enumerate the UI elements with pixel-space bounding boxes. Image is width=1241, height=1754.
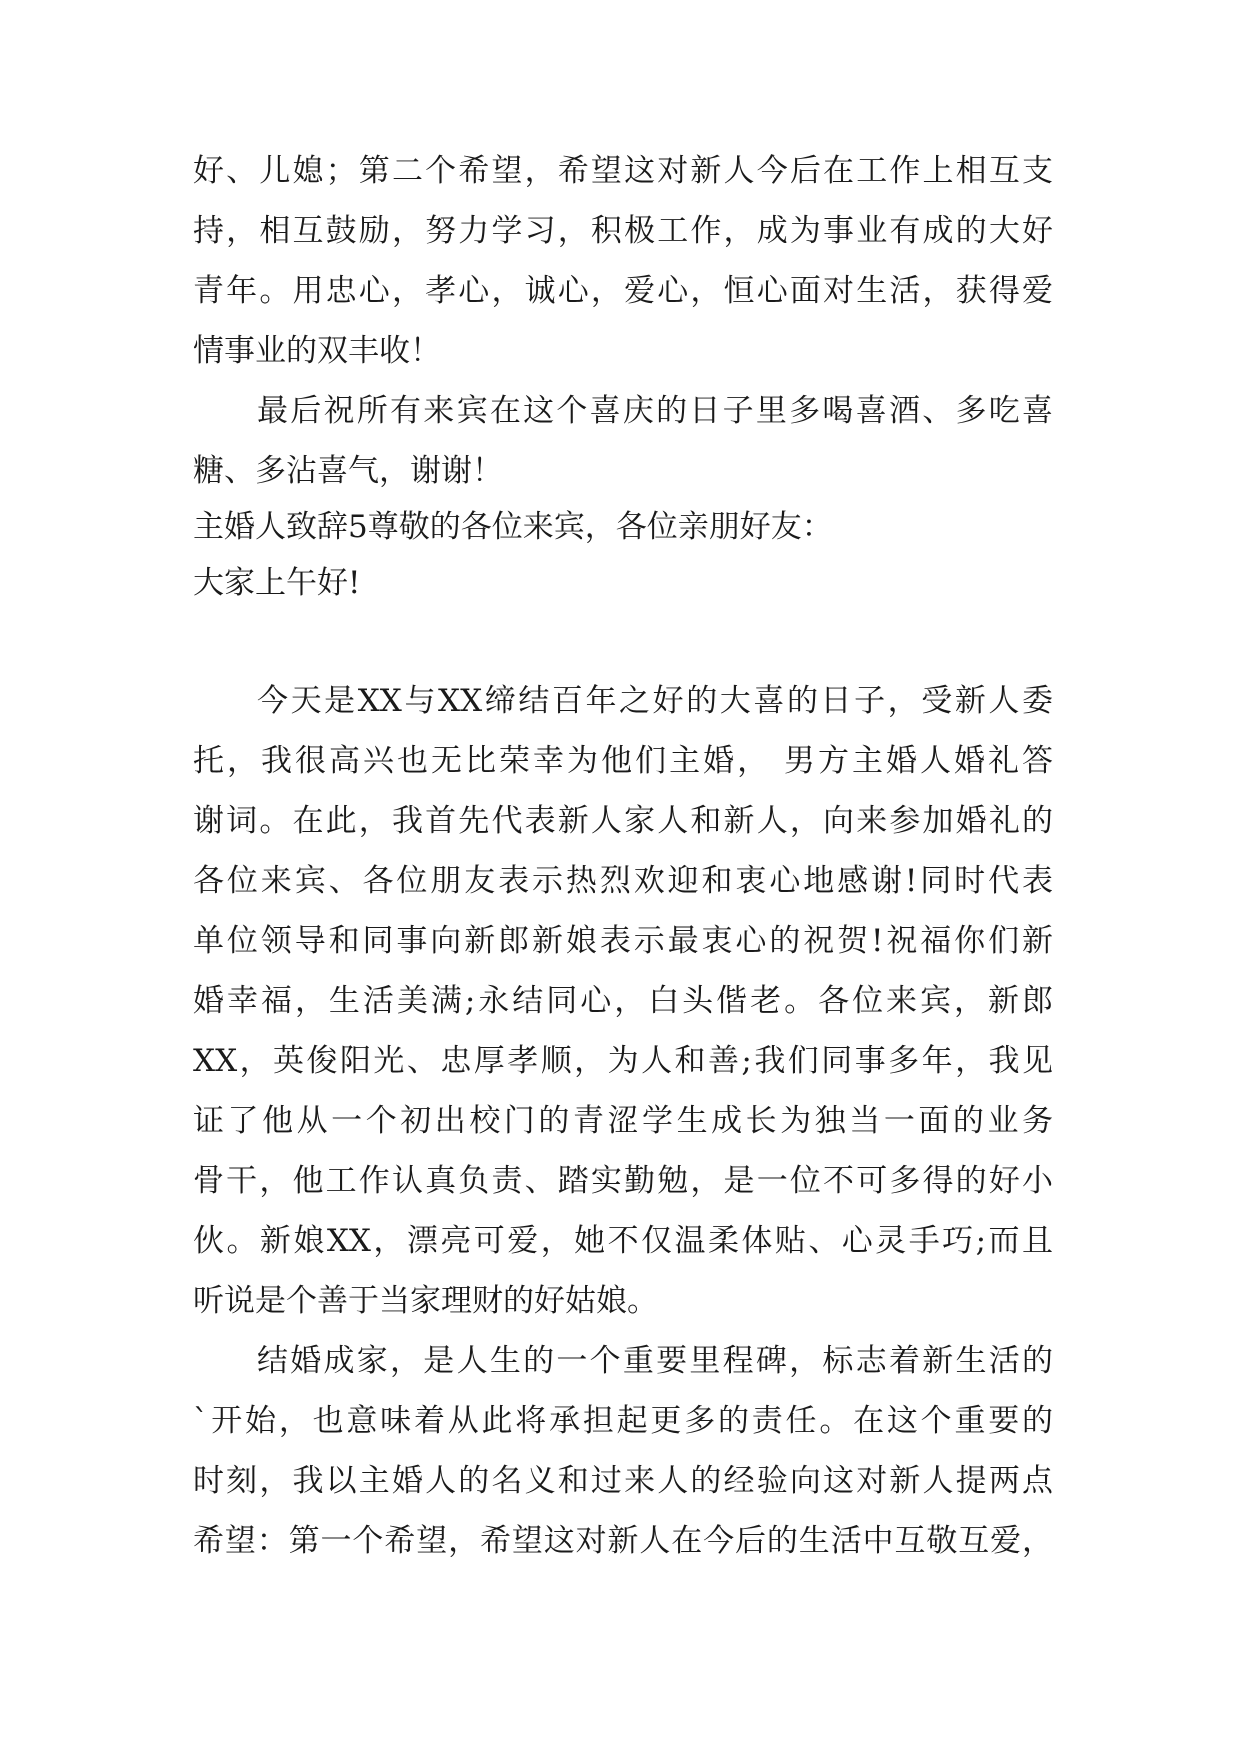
text-line: 骨干，他工作认真负责、踏实勤勉，是一位不可多得的好小 (193, 1163, 1053, 1199)
text-line: 情事业的双丰收！ (193, 333, 441, 369)
text-line: 糖、多沾喜气，谢谢！ (193, 453, 503, 489)
greeting-line: 大家上午好! (193, 565, 361, 601)
text-line: 青年。用忠心，孝心，诚心，爱心，恒心面对生活，获得爱 (193, 273, 1053, 309)
text-line: 最后祝所有来宾在这个喜庆的日子里多喝喜酒、多吃喜 (257, 393, 1053, 429)
text-line: 持，相互鼓励，努力学习，积极工作，成为事业有成的大好 (193, 213, 1053, 249)
text-line: `开始，也意味着从此将承担起更多的责任。在这个重要的 (193, 1403, 1053, 1439)
text-line: XX，英俊阳光、忠厚孝顺，为人和善;我们同事多年，我见 (193, 1043, 1053, 1079)
heading-line: 主婚人致辞5尊敬的各位来宾，各位亲朋好友： (193, 509, 833, 545)
text-line: 单位领导和同事向新郎新娘表示最衷心的祝贺!祝福你们新 (193, 923, 1053, 959)
text-line: 婚幸福，生活美满;永结同心，白头偕老。各位来宾，新郎 (193, 983, 1053, 1019)
text-line: 时刻，我以主婚人的名义和过来人的经验向这对新人提两点 (193, 1463, 1053, 1499)
text-line: 今天是XX与XX缔结百年之好的大喜的日子，受新人委 (257, 683, 1053, 719)
text-line: 各位来宾、各位朋友表示热烈欢迎和衷心地感谢!同时代表 (193, 863, 1053, 899)
text-line: 托，我很高兴也无比荣幸为他们主婚， 男方主婚人婚礼答 (193, 743, 1053, 779)
text-line: 伙。新娘XX，漂亮可爱，她不仅温柔体贴、心灵手巧;而且 (193, 1223, 1053, 1259)
text-line: 证了他从一个初出校门的青涩学生成长为独当一面的业务 (193, 1103, 1053, 1139)
text-line: 结婚成家，是人生的一个重要里程碑，标志着新生活的 (257, 1343, 1053, 1379)
text-line: 谢词。在此，我首先代表新人家人和新人，向来参加婚礼的 (193, 803, 1053, 839)
text-line: 听说是个善于当家理财的好姑娘。 (193, 1283, 658, 1319)
text-line: 希望：第一个希望，希望这对新人在今后的生活中互敬互爱， (193, 1523, 1053, 1559)
text-line: 好、儿媳；第二个希望，希望这对新人今后在工作上相互支 (193, 153, 1053, 189)
